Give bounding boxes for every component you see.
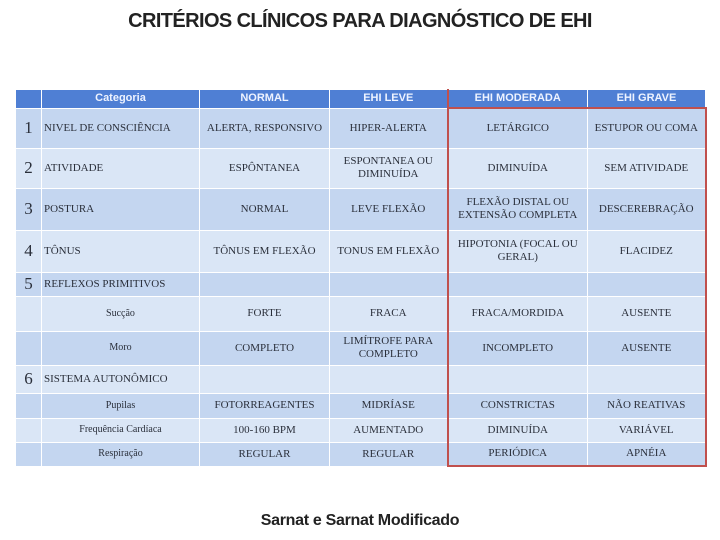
row-number	[16, 393, 42, 418]
cell-grave: AUSENTE	[588, 331, 706, 365]
header-ehi-grave: EHI GRAVE	[588, 90, 706, 109]
header-number	[16, 90, 42, 109]
row-number	[16, 442, 42, 466]
cell-moderada: INCOMPLETO	[448, 331, 588, 365]
row-number: 6	[16, 365, 42, 393]
row-category: SISTEMA AUTONÔMICO	[42, 365, 200, 393]
cell-normal: FOTORREAGENTES	[200, 393, 330, 418]
cell-normal: FORTE	[200, 296, 330, 331]
row-category: Pupilas	[42, 393, 200, 418]
cell-moderada	[448, 365, 588, 393]
row-category: POSTURA	[42, 188, 200, 230]
table-row	[16, 148, 706, 188]
cell-leve: FRACA	[330, 296, 448, 331]
cell-grave	[588, 272, 706, 296]
row-number: 5	[16, 272, 42, 296]
cell-normal: ALERTA, RESPONSIVO	[200, 108, 330, 148]
cell-normal: NORMAL	[200, 188, 330, 230]
header-ehi-moderada: EHI MODERADA	[448, 90, 588, 109]
row-category: TÔNUS	[42, 230, 200, 272]
row-category: ATIVIDADE	[42, 148, 200, 188]
cell-leve: REGULAR	[330, 442, 448, 466]
header-normal: NORMAL	[200, 90, 330, 109]
page-title: CRITÉRIOS CLÍNICOS PARA DIAGNÓSTICO DE EHI	[128, 10, 592, 32]
criteria-table	[15, 89, 707, 467]
cell-leve: TONUS EM FLEXÃO	[330, 230, 448, 272]
table-row	[16, 108, 706, 148]
row-number: 1	[16, 108, 42, 148]
row-category: Frequência Cardíaca	[42, 418, 200, 442]
row-number: 3	[16, 188, 42, 230]
cell-leve: AUMENTADO	[330, 418, 448, 442]
table-row	[16, 331, 706, 365]
cell-normal: COMPLETO	[200, 331, 330, 365]
header-categoria: Categoria	[42, 90, 200, 109]
cell-moderada: HIPOTONIA (FOCAL OU GERAL)	[448, 230, 588, 272]
cell-moderada: LETÁRGICO	[448, 108, 588, 148]
table-header-row	[16, 90, 706, 109]
row-category: NIVEL DE CONSCIÊNCIA	[42, 108, 200, 148]
cell-leve	[330, 272, 448, 296]
cell-moderada: DIMINUÍDA	[448, 418, 588, 442]
cell-moderada	[448, 272, 588, 296]
row-category: REFLEXOS PRIMITIVOS	[42, 272, 200, 296]
row-number: 4	[16, 230, 42, 272]
source-caption: Sarnat e Sarnat Modificado	[260, 512, 460, 529]
row-number	[16, 331, 42, 365]
cell-moderada: CONSTRICTAS	[448, 393, 588, 418]
row-number	[16, 418, 42, 442]
cell-normal: ESPÔNTANEA	[200, 148, 330, 188]
row-category: Moro	[42, 331, 200, 365]
cell-leve: MIDRÍASE	[330, 393, 448, 418]
header-ehi-leve: EHI LEVE	[330, 90, 448, 109]
table-row	[16, 230, 706, 272]
cell-grave: NÃO REATIVAS	[588, 393, 706, 418]
table-row	[16, 418, 706, 442]
row-number: 2	[16, 148, 42, 188]
cell-grave: DESCEREBRAÇÃO	[588, 188, 706, 230]
cell-normal: TÔNUS EM FLEXÃO	[200, 230, 330, 272]
cell-moderada: DIMINUÍDA	[448, 148, 588, 188]
cell-grave: AUSENTE	[588, 296, 706, 331]
cell-grave: ESTUPOR OU COMA	[588, 108, 706, 148]
cell-leve: ESPONTANEA OU DIMINUÍDA	[330, 148, 448, 188]
table-row	[16, 393, 706, 418]
cell-moderada: FLEXÃO DISTAL OU EXTENSÃO COMPLETA	[448, 188, 588, 230]
cell-grave: APNÉIA	[588, 442, 706, 466]
cell-grave: VARIÁVEL	[588, 418, 706, 442]
row-category: Respiração	[42, 442, 200, 466]
cell-grave: FLACIDEZ	[588, 230, 706, 272]
cell-normal: REGULAR	[200, 442, 330, 466]
cell-moderada: FRACA/MORDIDA	[448, 296, 588, 331]
cell-moderada: PERIÓDICA	[448, 442, 588, 466]
table-row	[16, 442, 706, 466]
row-number	[16, 296, 42, 331]
cell-grave	[588, 365, 706, 393]
cell-leve: HIPER-ALERTA	[330, 108, 448, 148]
cell-grave: SEM ATIVIDADE	[588, 148, 706, 188]
cell-leve: LIMÍTROFE PARA COMPLETO	[330, 331, 448, 365]
cell-leve: LEVE FLEXÃO	[330, 188, 448, 230]
cell-normal	[200, 365, 330, 393]
table-row	[16, 272, 706, 296]
cell-normal: 100-160 BPM	[200, 418, 330, 442]
row-category: Sucção	[42, 296, 200, 331]
cell-normal	[200, 272, 330, 296]
table-row	[16, 365, 706, 393]
cell-leve	[330, 365, 448, 393]
table-row	[16, 296, 706, 331]
table-row	[16, 188, 706, 230]
